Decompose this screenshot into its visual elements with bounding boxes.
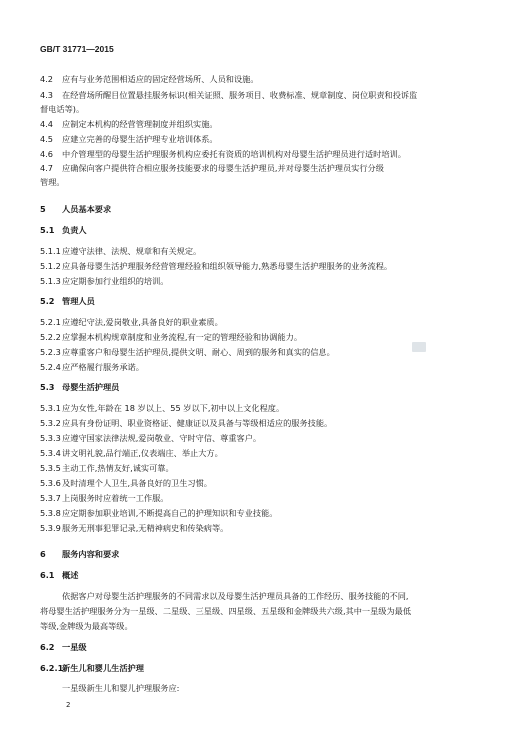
page-number: 2	[66, 701, 71, 709]
section-6-2-1-heading: 6.2.1新生儿和婴儿生活护理	[40, 663, 144, 673]
clause-5-3-5: 5.3.5主动工作,热情友好,诚实可靠。	[40, 463, 174, 473]
watermark-mark	[412, 342, 426, 352]
clause-5-1-2: 5.1.2应具备母婴生活护理服务经营管理经验和组织领导能力,熟悉母婴生活护理服务的业务流程。	[40, 261, 393, 271]
clause-5-3-2: 5.3.2应具有身份证明、职业资格证、健康证以及具备与等级相适应的服务技能。	[40, 418, 333, 428]
clause-5-3-3: 5.3.3应遵守国家法律法规,爱岗敬业、守时守信、尊重客户。	[40, 433, 262, 443]
section-5-heading: 5 人员基本要求	[40, 204, 112, 214]
clause-5-1-1: 5.1.1应遵守法律、法规、规章和有关规定。	[40, 246, 202, 256]
section-5-2-heading: 5.2 管理人员	[40, 296, 95, 306]
clause-4-3: 4.3 在经营场所醒目位置悬挂服务标识(相关证照、服务项目、收费标准、规章制度、岗位职责和投诉监	[40, 90, 418, 100]
clause-4-5: 4.5 应建立完善的母婴生活护理专业培训体系。	[40, 134, 218, 144]
clause-5-3-4: 5.3.4讲文明礼貌,品行端正,仪表端庄、举止大方。	[40, 448, 223, 458]
section-5-3-heading: 5.3 母婴生活护理员	[40, 382, 120, 392]
clause-4-4: 4.4 应制定本机构的经营管理制度并组织实施。	[40, 119, 218, 129]
section-6-heading: 6 服务内容和要求	[40, 549, 120, 559]
overview-para-line-2: 将母婴生活护理服务分为一星级、二星级、三星级、四星级、五星级和金牌级共六级,其中一星级为最低	[40, 606, 412, 616]
clause-5-2-1: 5.2.1应遵纪守法,爱岗敬业,具备良好的职业素质。	[40, 317, 223, 327]
overview-para-line-1: 依据客户对母婴生活护理服务的不同需求以及母婴生活护理员具备的工作经历、服务技能的不同,	[62, 591, 409, 601]
clause-5-3-7: 5.3.7上岗服务时应着统一工作服。	[40, 493, 169, 503]
clause-5-2-2: 5.2.2应掌握本机构规章制度和业务流程,有一定的管理经验和协调能力。	[40, 332, 303, 342]
clause-4-7-cont: 管理。	[40, 177, 65, 187]
section-6-1-heading: 6.1 概述	[40, 570, 79, 580]
clause-4-3-cont: 督电话等)。	[40, 104, 85, 114]
clause-5-3-1: 5.3.1应为女性,年龄在 18 岁以上、55 岁以下,初中以上文化程度。	[40, 403, 285, 413]
clause-6-2-1-intro: 一星级新生儿和婴儿护理服务应:	[62, 683, 180, 693]
clause-5-3-9: 5.3.9服务无刑事犯罪记录,无精神病史和传染病等。	[40, 523, 229, 533]
section-5-1-heading: 5.1 负责人	[40, 225, 87, 235]
clause-4-7: 4.7 应确保向客户提供符合相应服务技能要求的母婴生活护理员,并对母婴生活护理员实行分级	[40, 163, 384, 173]
clause-5-1-3: 5.1.3应定期参加行业组织的培训。	[40, 276, 169, 286]
clause-5-2-4: 5.2.4应严格履行服务承诺。	[40, 362, 144, 372]
clause-5-2-3: 5.2.3应尊重客户和母婴生活护理员,提供文明、耐心、周到的服务和真实的信息。	[40, 347, 335, 357]
overview-para-line-3: 等级,金牌级为最高等级。	[40, 621, 133, 631]
clause-4-6: 4.6 中介管理型的母婴生活护理服务机构应委托有资质的培训机构对母婴生活护理员进行适时培训。	[40, 149, 406, 159]
standard-code: GB/T 31771—2015	[40, 44, 114, 54]
clause-5-3-8: 5.3.8应定期参加职业培训,不断提高自己的护理知识和专业技能。	[40, 508, 278, 518]
clause-4-2: 4.2 应有与业务范围相适应的固定经营场所、人员和设施。	[40, 74, 259, 84]
clause-5-3-6: 5.3.6及时清理个人卫生,具备良好的卫生习惯。	[40, 478, 212, 488]
section-6-2-heading: 6.2 一星级	[40, 642, 87, 652]
